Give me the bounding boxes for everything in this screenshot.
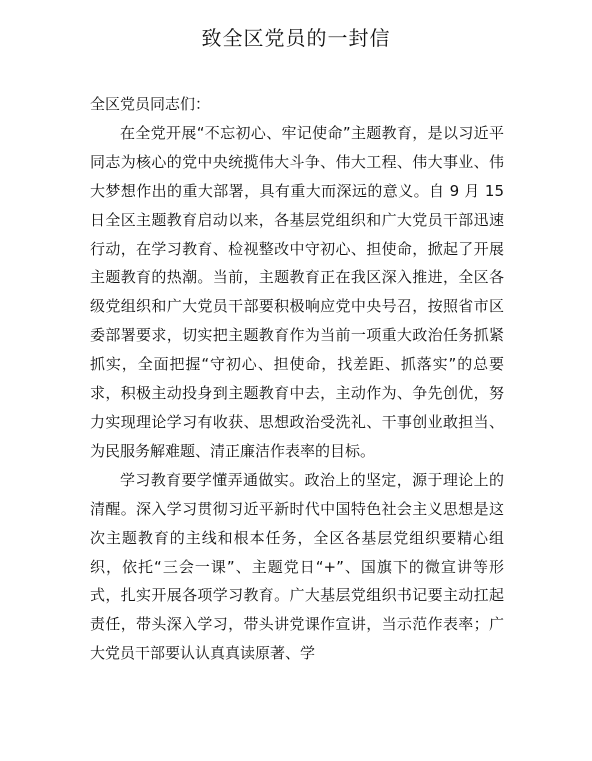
letter-body	[90, 90, 504, 668]
salutation: 全区党员同志们：	[90, 95, 211, 113]
paragraph-2: 学习教育要学懂弄通做实。政治上的坚定，源于理论上的清醒。深入学习贯彻习近平新时代中国特色社会主义思想是这次主题教育的主线和根本任务，全区各基层党组织要精心组织，依托“三会一课”、主题党日“+”、国旗下的微宣讲等形式，扎实开展各项学习教育。广大基层党组织书记要主动扛起责任，带头深入学习，带头讲党课作宣讲，当示范作表率；广大党员干部要认认真真读原著、学	[90, 470, 504, 663]
document-title: 致全区党员的一封信	[201, 26, 391, 50]
paragraph-1: 在全党开展“不忘初心、牢记使命”主题教育，是以习近平同志为核心的党中央统揽伟大斗争、伟大工程、伟大事业、伟大梦想作出的重大部署，具有重大而深远的意义。自 9 月 15 日全区主题教育启动以来，各基层党组织和广大党员干部迅速行动，在学习教育、检视整改中守初心、担使命，掀起了开展主题教育的热潮。当前，主题教育正在我区深入推进，全区各级党组织和广大党员干部要积极响应党中央号召，按照省市区委部署要求，切实把主题教育作为当前一项重大政治任务抓紧抓实，全面把握“守初心、担使命，找差距、抓落实”的总要求，积极主动投身到主题教育中去，主动作为、争先创优，努力实现理论学习有收获、思想政治受洗礼、干事创业敢担当、为民服务解难题、清正廉洁作表率的目标。	[90, 123, 504, 460]
